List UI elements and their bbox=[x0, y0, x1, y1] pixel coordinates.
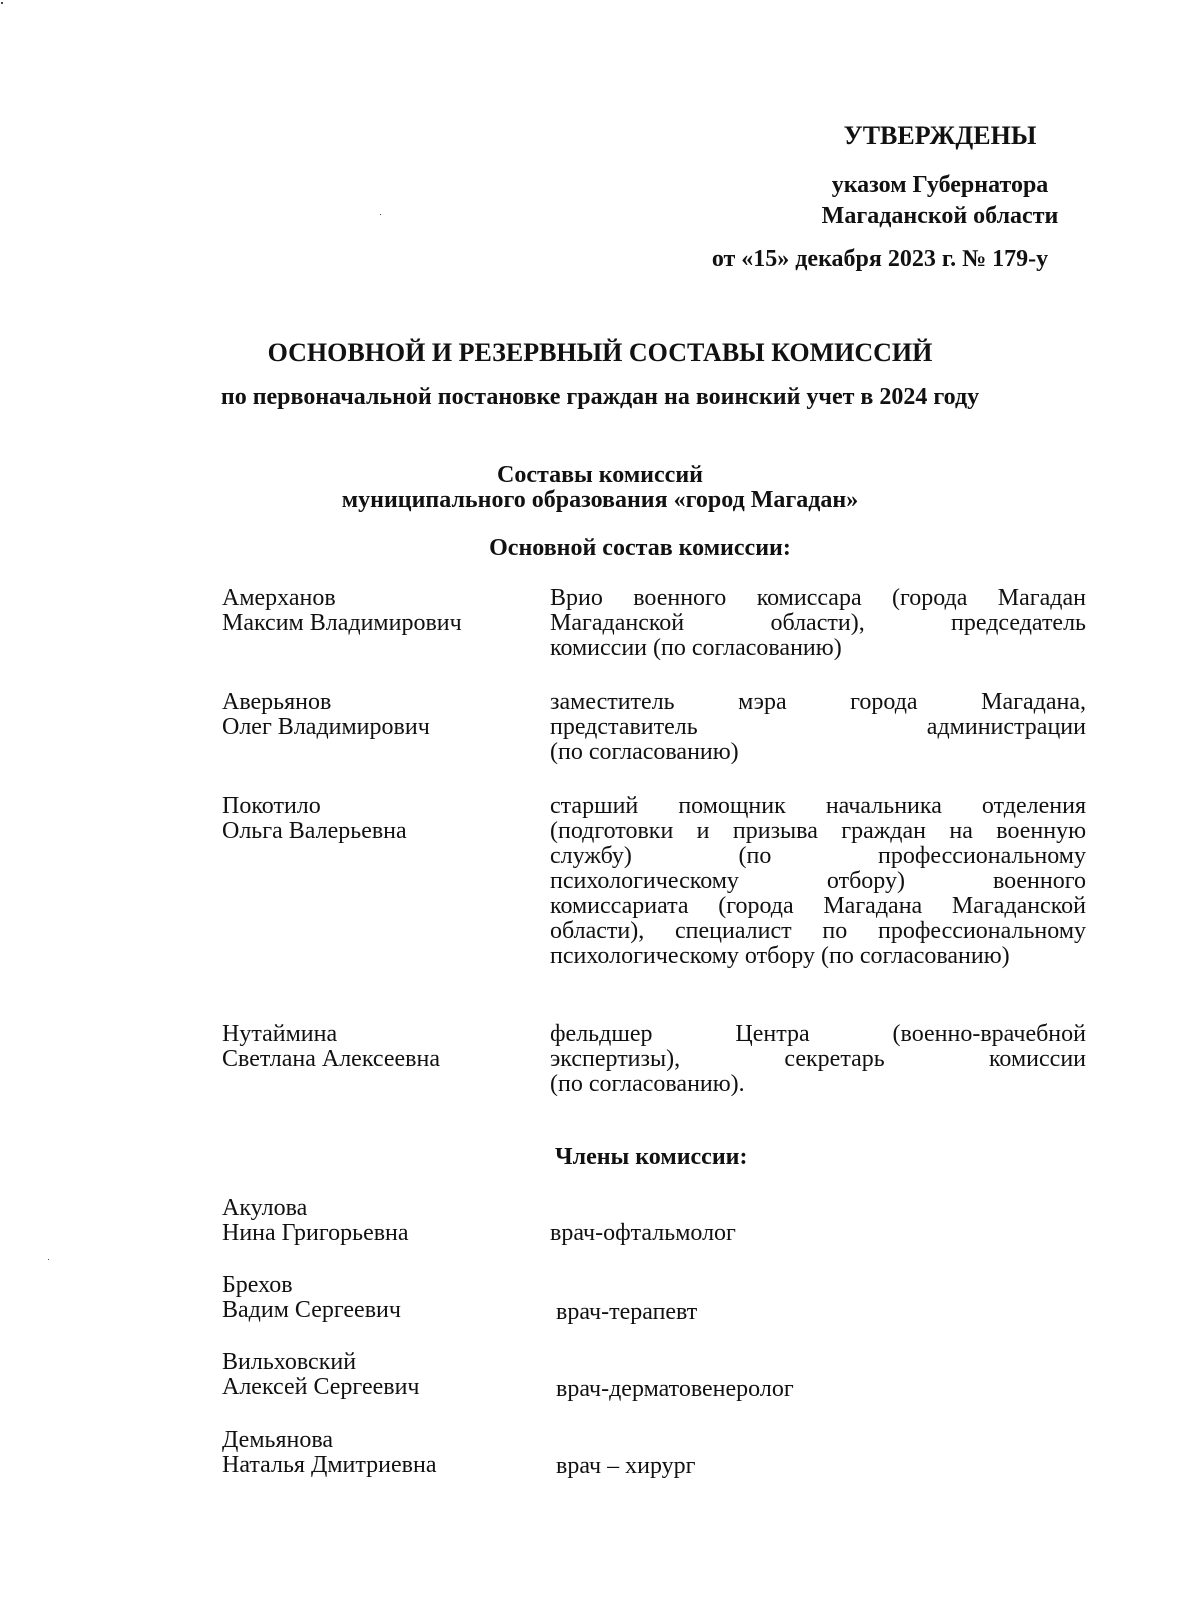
member-name: Амерханов Максим Владимирович bbox=[222, 585, 462, 636]
member-role: старший помощник начальника отделения (подготовки и призыва граждан на военную службу) (по профессиональному психологическому отбору) военного комиссариата (города Магадана Магаданской области), специалист по профессиональному психологическому отбору (по согласованию) bbox=[550, 793, 1086, 969]
member-role: врач-дерматовенеролог bbox=[556, 1376, 794, 1402]
document-title: ОСНОВНОЙ И РЕЗЕРВНЫЙ СОСТАВЫ КОМИССИЙ bbox=[267, 338, 933, 367]
approved-heading: УТВЕРЖДЕНЫ bbox=[843, 121, 1037, 150]
section-title: Составы комиссий bbox=[497, 462, 703, 488]
member-name: Акулова Нина Григорьевна bbox=[222, 1195, 409, 1246]
region-line: Магаданской области bbox=[821, 203, 1059, 229]
member-name: Демьянова Наталья Дмитриевна bbox=[222, 1427, 437, 1478]
section-subtitle: муниципального образования «город Магадан» bbox=[341, 487, 859, 513]
scan-speck bbox=[48, 1259, 49, 1260]
member-role: врач-терапевт bbox=[556, 1299, 698, 1325]
member-role: врач-офтальмолог bbox=[550, 1220, 736, 1246]
member-name: Вильховский Алексей Сергеевич bbox=[222, 1349, 420, 1400]
member-name: Покотило Ольга Валерьевна bbox=[222, 793, 407, 844]
member-role: фельдшер Центра (военно-врачебной экспертизы), секретарь комиссии (по согласованию). bbox=[550, 1021, 1086, 1097]
scan-speck bbox=[1, 2, 3, 4]
decree-date-number: от «15» декабря 2023 г. № 179-у bbox=[711, 246, 1049, 272]
scan-speck bbox=[380, 214, 381, 215]
member-name: Нутаймина Светлана Алексеевна bbox=[222, 1021, 440, 1072]
members-heading: Члены комиссии: bbox=[555, 1144, 748, 1170]
main-composition-heading: Основной состав комиссии: bbox=[489, 535, 791, 561]
member-name: Аверьянов Олег Владимирович bbox=[222, 689, 430, 740]
decree-line: указом Губернатора bbox=[831, 172, 1049, 198]
member-name: Брехов Вадим Сергеевич bbox=[222, 1272, 401, 1323]
member-role: заместитель мэра города Магадана, представитель администрации (по согласованию) bbox=[550, 689, 1086, 765]
member-role: Врио военного комиссара (города Магадан Магаданской области), председатель комиссии (по согласованию) bbox=[550, 585, 1086, 661]
member-role: врач – хирург bbox=[556, 1453, 696, 1479]
document-subtitle: по первоначальной постановке граждан на воинский учет в 2024 году bbox=[220, 384, 980, 410]
